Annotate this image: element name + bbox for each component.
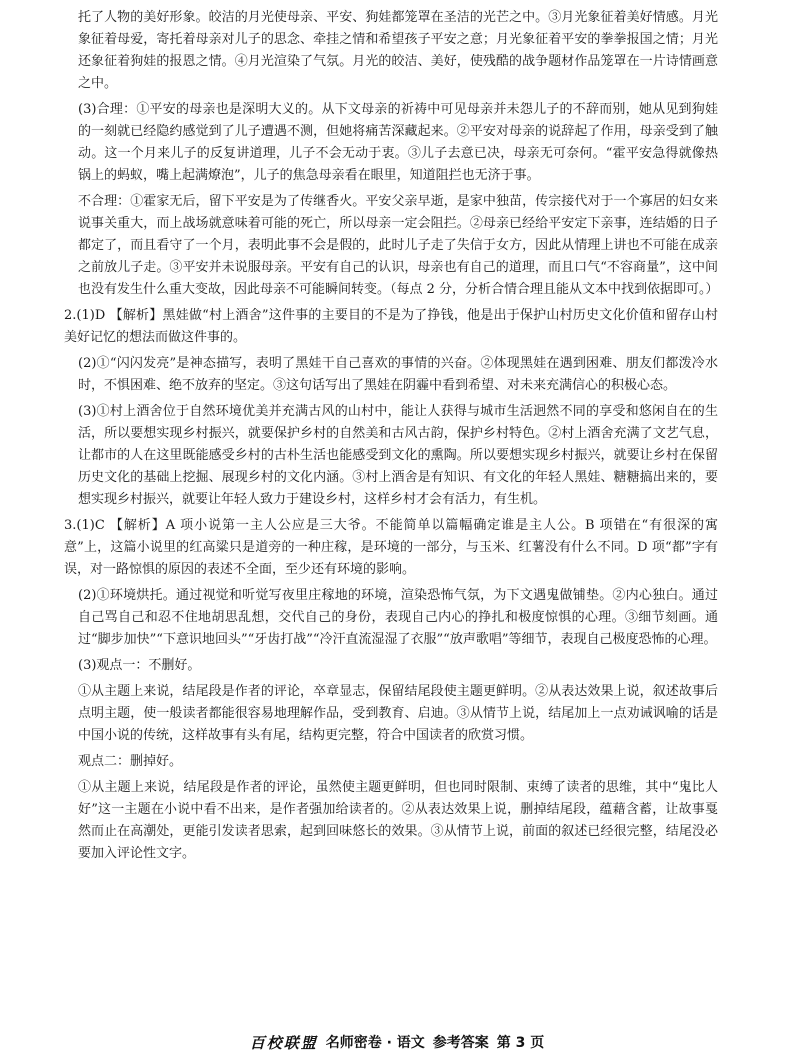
footer-subtitle: 参考答案 [432,1035,489,1051]
paragraph-q3-3-view1: (3)观点一：不删好。 [78,658,201,673]
paragraph-moonlight: 托了人物的美好形象。皎洁的月光使母亲、平安、狗娃都笼罩在圣洁的光芒之中。③月光象征着美好情感。月光象征着母爱，寄托着母亲对儿子的思念、牵挂之情和希望孩子平安之意；月光象征着平安的拳拳报国之情；月光还象征着狗娃的报恩之情。④月光渲染了气氛。月光的皎洁、美好，使残酷的战争题材作品笼罩在一片诗情画意之中。 [78,10,718,91]
answer-content [64,7,719,869]
paragraph-q3-3-view2: 观点二：删掉好。 [78,754,183,769]
brand-logo: 百校联盟 [249,1033,318,1052]
paragraph-q3-1: 3.(1)C 【解析】A 项小说第一主人公应是三大爷。不能简单以篇幅确定谁是主人公。B 项错在“有很深的寓意”上，这篇小说里的红高粱只是道旁的一种庄稼，是环境的一部分，与玉米、红薯没有什么不同。D 项“都”字有误，对一路惊惧的原因的表述不全面，至少还有环境的影响。 [64,518,718,577]
paragraph-q1-3-unreasonable: 不合理：①霍家无后，留下平安是为了传继香火。平安父亲早逝，是家中独苗，传宗接代对于一个寡居的妇女来说事关重大，而上战场就意味着可能的死亡，所以母亲一定会阻拦。②母亲已经给平安定下亲事，连结婚的日子都定了，而且看守了一个月，表明此事不会是假的，此时儿子走了失信于女方，因此从情理上讲也不可能在成亲之前放儿子走。③平安并未说服母亲。平安有自己的认识，母亲也有自己的道理，而且口气“不容商量”，这中间也没有发生什么重大变故，因此母亲不可能瞬间转变。（每点 2 分，分析合情合理且能从文本中找到依据即可。） [78,194,719,297]
paragraph-q1-3-reasonable: (3)合理：①平安的母亲也是深明大义的。从下文母亲的祈祷中可见母亲并未怨儿子的不辞而别，她从见到狗娃的一刻就已经隐约感觉到了儿子遭遇不测，但她将痛苦深藏起来。②平安对母亲的说辞起了作用，母亲受到了触动。这一个月来儿子的反复讲道理，儿子不会无动于衷。③儿子去意已决，母亲无可奈何。“霍平安急得就像热锅上的蚂蚁，嘴上起满燎泡”，儿子的焦急母亲看在眼里，知道阻拦也无济于事。 [78,102,718,183]
paragraph-q3-2: (2)①环境烘托。通过视觉和听觉写夜里庄稼地的环境，渲染恐怖气氛，为下文遇鬼做铺垫。②内心独白。通过自己骂自己和忍不住地胡思乱想，交代自己的身份，表现自己内心的挣扎和极度惊惧的心理。③细节刻画。通过“脚步加快”“下意识地回头”“牙齿打战”“冷汗直流湿湿了衣服”“放声歌唱”等细节，表现自己极度恐怖的心理。 [78,588,718,647]
paragraph-q3-3-view1-detail: ①从主题上来说，结尾段是作者的评论，卒章显志，保留结尾段使主题更鲜明。②从表达效果上说，叙述故事后点明主题，使一般读者都能很容易地理解作品，受到教育、启迪。③从情节上说，结尾加上一点劝诫讽喻的话是中国小说的传统，这样故事有头有尾，结构更完整，符合中国读者的欣赏习惯。 [78,684,718,743]
paragraph-q2-2: (2)①“闪闪发亮”是神态描写，表明了黑娃干自己喜欢的事情的兴奋。②体现黑娃在遇到困难、朋友们都泼冷水时，不惧困难、绝不放弃的坚定。③这句话写出了黑娃在阴霾中看到希望、对未来充满信心的积极心态。 [78,356,718,393]
page-number: 第 3 页 [496,1035,545,1051]
footer-title: 名师密卷 · 语文 [325,1035,425,1051]
paragraph-q2-1: 2.(1)D 【解析】黑娃做“村上酒舍”这件事的主要目的不是为了挣钱，他是出于保护山村历史文化价值和留存山村美好记忆的想法而做这件事的。 [64,308,718,345]
page-footer [0,1030,794,1054]
paragraph-q3-3-view2-detail: ①从主题上来说，结尾段是作者的评论，虽然使主题更鲜明，但也同时限制、束缚了读者的思维，其中“鬼比人好”这一主题在小说中看不出来，是作者强加给读者的。②从表达效果上说，删掉结尾段，蕴藉含蓄，让故事戛然而止在高潮处，更能引发读者思索，起到回味悠长的效果。③从情节上说，前面的叙述已经很完整，结尾没必要加入评论性文字。 [78,780,718,861]
paragraph-q2-3: (3)①村上酒舍位于自然环境优美并充满古风的山村中，能让人获得与城市生活迥然不同的享受和悠闲自在的生活，所以要想实现乡村振兴，就要保护乡村的自然美和古风古韵，保护乡村特色。②村上酒舍充满了文艺气息，让都市的人在这里既能感受乡村的古朴生活也能感受到文化的熏陶。所以要想实现乡村振兴，就要让乡村在保留历史文化的基础上挖掘、展现乡村的文化内涵。③村上酒舍是有知识、有文化的年轻人黑娃、糖糖搞出来的，要想实现乡村振兴，就要让年轻人致力于建设乡村，这样乡村才会有活力，有生机。 [78,404,718,507]
